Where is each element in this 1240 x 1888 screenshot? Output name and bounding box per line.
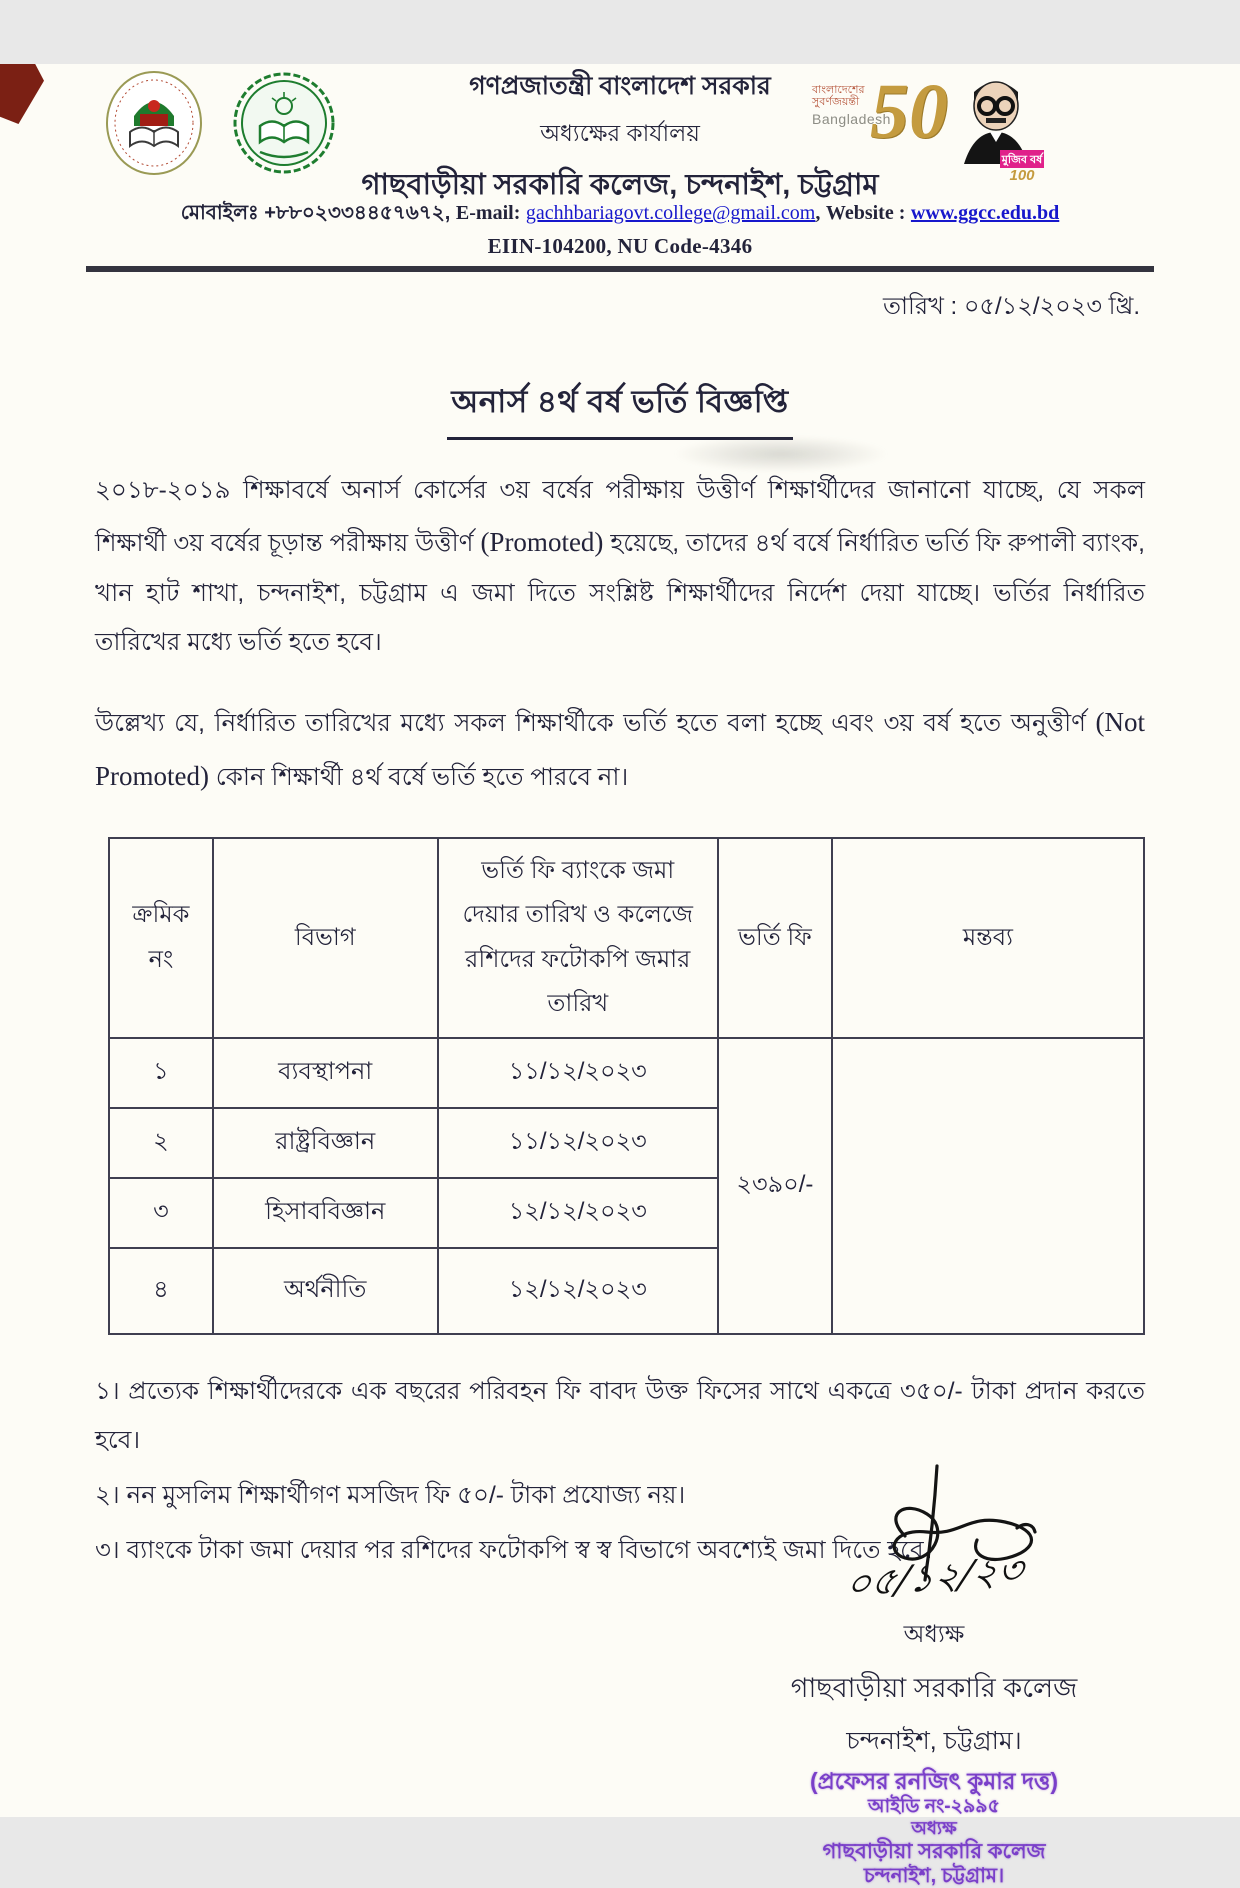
notice-title: অনার্স ৪র্থ বর্ষ ভর্তি বিজ্ঞপ্তি	[447, 378, 792, 440]
cell-fee-merged: ২৩৯০/-	[718, 1038, 832, 1334]
badge50-number: 50	[870, 67, 948, 154]
header-deposit-date: ভর্তি ফি ব্যাংকে জমা দেয়ার তারিখ ও কলেজে রশিদের ফটোকপি জমার তারিখ	[438, 838, 718, 1038]
stamp-address: চন্দনাইশ, চট্টগ্রাম।	[863, 1865, 1005, 1888]
note-2: ২। নন মুসলিম শিক্ষার্থীগণ মসজিদ ফি ৫০/- টাকা প্রযোজ্য নয়।	[95, 1481, 686, 1509]
header-serial: ক্রমিক নং	[109, 838, 213, 1038]
header-department: বিভাগ	[213, 838, 438, 1038]
eiin-code-line: EIIN-104200, NU Code-4346	[487, 234, 753, 258]
cell-department: হিসাববিজ্ঞান	[213, 1178, 438, 1248]
signature-handwritten-date: ০৫/১২/২৩	[842, 1547, 1027, 1607]
signature-block	[714, 1462, 1154, 1888]
note-1: ১। প্রত্যেক শিক্ষার্থীদেরকে এক বছরের পরিবহন ফি বাবদ উক্ত ফিসের সাথে একত্রে ৩৫০/- টাকা প্রদান করতে হবে।	[95, 1377, 1145, 1454]
header-remarks: মন্তব্য	[832, 838, 1144, 1038]
principal-stamp	[714, 1768, 1154, 1888]
promoted-term: (Promoted)	[480, 527, 604, 557]
cell-department: ব্যবস্থাপনা	[213, 1038, 438, 1108]
cell-serial: ১	[109, 1038, 213, 1108]
email-label: E-mail:	[455, 202, 521, 224]
paragraph-1: ২০১৮-২০১৯ শিক্ষাবর্ষে অনার্স কোর্সের ৩য় বর্ষের পরীক্ষায় উত্তীর্ণ শিক্ষার্থীদের জানানো যাচ্ছে, যে সকল শিক্ষার্থী ৩য় বর্ষের চূড়ান্ত পরীক্ষায় উত্তীর্ণ (Promoted) হয়েছে, তাদের ৪র্থ বর্ষে নির্ধারিত ভর্তি ফি রুপালী ব্যাংক, খান হাট শাখা, চন্দনাইশ, চট্টগ্রাম এ জমা দিতে সংশ্লিষ্ট শিক্ষার্থীদের নির্দেশ দেয়া যাচ্ছে। ভর্তির নির্ধারিত তারিখের মধ্যে ভর্তি হতে হবে।	[95, 477, 1145, 656]
notice-body	[95, 466, 1145, 1575]
cell-date: ১১/১২/২০২৩	[438, 1108, 718, 1178]
college-name-line: গাছবাড়ীয়া সরকারি কলেজ, চন্দনাইশ, চট্টগ্রাম	[361, 169, 879, 201]
paragraph-2: উল্লেখ্য যে, নির্ধারিত তারিখের মধ্যে সকল শিক্ষার্থীকে ভর্তি হতে বলা হচ্ছে এবং ৩য় বর্ষ হতে অনুত্তীর্ণ (Not Promoted) কোন শিক্ষার্থী ৪র্থ বর্ষে ভর্তি হতে পারবে না।	[95, 707, 1145, 791]
cell-remarks-merged	[832, 1038, 1144, 1334]
scan-smudge-artifact	[676, 436, 886, 472]
scanned-notice-page	[0, 64, 1240, 1888]
badge50-caption: বাংলাদেশের সুবর্ণজয়ন্তী Bangladesh	[812, 84, 891, 128]
mujib-100-badge-icon	[944, 66, 1048, 189]
table-header-row	[109, 838, 1144, 1038]
signatory-designation: অধ্যক্ষ	[903, 1621, 965, 1648]
cell-serial: ৩	[109, 1178, 213, 1248]
cell-department: রাষ্ট্রবিজ্ঞান	[213, 1108, 438, 1178]
svg-text:মুজিব বর্ষ: মুজিব বর্ষ	[1001, 154, 1043, 166]
website-label: Website :	[825, 202, 906, 224]
government-line: গণপ্রজাতন্ত্রী বাংলাদেশ সরকার	[469, 72, 771, 100]
table-row	[109, 1038, 1144, 1108]
cell-date: ১১/১২/২০২৩	[438, 1038, 718, 1108]
signatory-address: চন্দনাইশ, চট্টগ্রাম।	[846, 1727, 1022, 1755]
svg-text:100: 100	[1009, 167, 1035, 184]
header-fee: ভর্তি ফি	[718, 838, 832, 1038]
not-promoted-term: (Not Promoted)	[95, 707, 1145, 791]
header-divider	[86, 266, 1154, 272]
website-link[interactable]: www.ggcc.edu.bd	[910, 202, 1060, 224]
email-link[interactable]: gachhbariagovt.college@gmail.com	[525, 202, 816, 224]
mobile-number: মোবাইলঃ +৮৮০২৩৩৪৪৫৭৬৭২,	[180, 202, 451, 224]
stamp-name: (প্রফেসর রনজিৎ কুমার দত্ত)	[809, 1768, 1059, 1794]
notice-date: তারিখ : ০৫/১২/২০২৩ খ্রি.	[883, 293, 1140, 320]
college-emblem-icon	[232, 68, 336, 183]
contact-separator: ,	[815, 202, 821, 224]
office-line: অধ্যক্ষের কার্যালয়	[540, 120, 700, 146]
stamp-college: গাছবাড়ীয়া সরকারি কলেজ	[822, 1839, 1046, 1863]
cell-serial: ৪	[109, 1248, 213, 1334]
cell-date: ১২/১২/২০২৩	[438, 1248, 718, 1334]
cell-date: ১২/১২/২০২৩	[438, 1178, 718, 1248]
education-ministry-emblem-icon	[104, 70, 204, 181]
signatory-college: গাছবাড়ীয়া সরকারি কলেজ	[790, 1673, 1078, 1703]
letterhead	[0, 64, 1240, 201]
stamp-id: আইডি নং-২৯৯৫	[868, 1796, 1000, 1818]
cell-serial: ২	[109, 1108, 213, 1178]
admission-fee-table	[108, 837, 1145, 1335]
stamp-designation: অধ্যক্ষ	[911, 1818, 957, 1839]
cell-department: অর্থনীতি	[213, 1248, 438, 1334]
note-3: ৩। ব্যাংকে টাকা জমা দেয়ার পর রশিদের ফটোকপি স্ব স্ব বিভাগে অবশ্যেই জমা দিতে হবে।	[95, 1536, 933, 1564]
